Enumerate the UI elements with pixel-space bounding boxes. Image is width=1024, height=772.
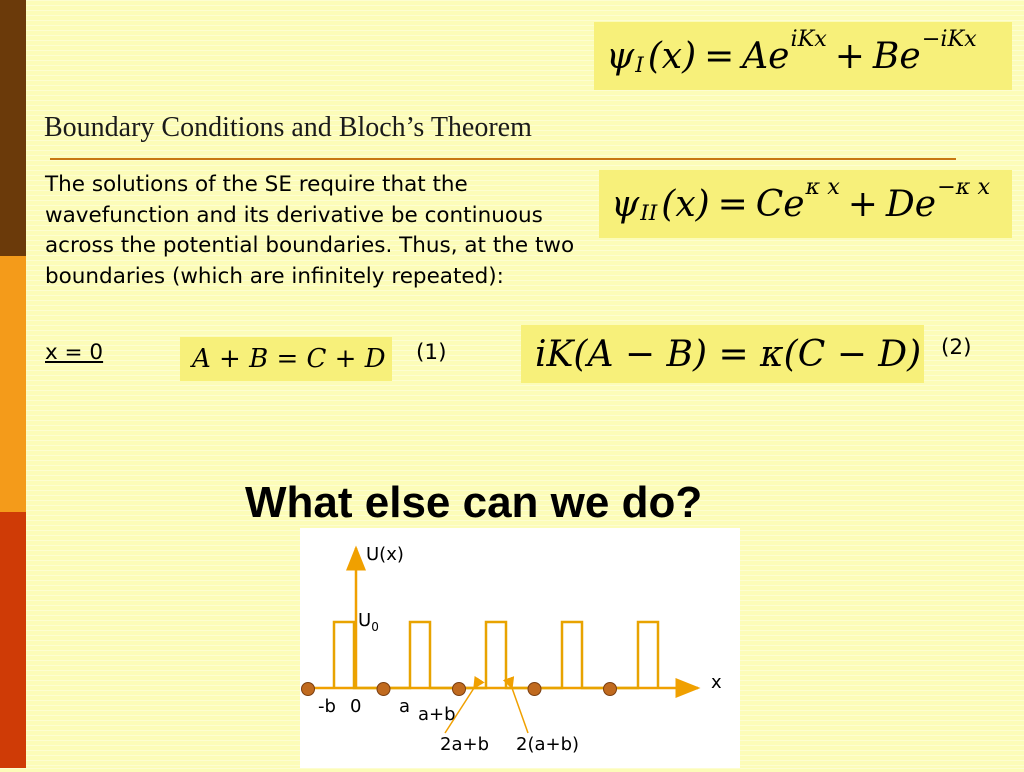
exponent-2: −iKx bbox=[921, 26, 977, 53]
psi-subscript: II bbox=[640, 201, 658, 227]
coefficient-c: C bbox=[755, 183, 784, 225]
atom-marker bbox=[528, 683, 541, 696]
question-heading: What else can we do? bbox=[245, 478, 703, 527]
psi-subscript: I bbox=[635, 53, 644, 79]
atom-marker bbox=[604, 683, 617, 696]
psi-argument: (x) bbox=[647, 35, 697, 77]
exponent-1: iKx bbox=[790, 26, 827, 53]
potential-square-wave bbox=[334, 622, 658, 688]
label-2a-plus-b: 2a+b bbox=[440, 734, 489, 755]
plus-sign: + bbox=[847, 183, 878, 225]
exponential-base: e bbox=[768, 35, 790, 77]
slide-title: Boundary Conditions and Bloch’s Theorem bbox=[44, 112, 532, 143]
plus-sign: + bbox=[834, 35, 865, 77]
coefficient-b: B bbox=[872, 35, 900, 77]
label-a: a bbox=[399, 696, 411, 717]
pointer-line-2-a-b bbox=[512, 688, 528, 733]
equation-1 bbox=[180, 337, 392, 381]
x-axis-label: x bbox=[711, 672, 722, 693]
psi-symbol: ψ bbox=[606, 35, 635, 77]
label-2-a-plus-b: 2(a+b) bbox=[516, 734, 580, 755]
left-stripe-top bbox=[0, 0, 26, 256]
u0-label: $U_0$ bbox=[358, 610, 379, 634]
label-zero: 0 bbox=[350, 696, 362, 717]
atom-marker bbox=[453, 683, 466, 696]
equation-2 bbox=[521, 325, 924, 383]
boundary-condition-label: x = 0 bbox=[45, 340, 104, 365]
equation-2-number: (2) bbox=[941, 335, 972, 360]
equation-psi-region-2 bbox=[599, 170, 1012, 238]
label-a-plus-b: a+b bbox=[418, 704, 456, 725]
potential-barriers bbox=[334, 622, 658, 688]
equation-1-text: A + B = C + D bbox=[192, 344, 386, 374]
exponent-2: −κ x bbox=[937, 174, 991, 201]
psi-symbol: ψ bbox=[611, 183, 640, 225]
left-stripe-bottom bbox=[0, 512, 26, 768]
psi-argument: (x) bbox=[661, 183, 710, 225]
equals-sign: = bbox=[704, 35, 735, 77]
exponential-base: e bbox=[783, 183, 805, 225]
atom-marker bbox=[302, 683, 315, 696]
equation-1-number: (1) bbox=[416, 340, 447, 365]
equals-sign: = bbox=[717, 183, 748, 225]
atom-marker bbox=[377, 683, 390, 696]
exponential-base: e bbox=[914, 183, 937, 225]
body-paragraph: The solutions of the SE require that the wavefunction and its derivative be continuous across the potential boundaries. Thus, at the two boundaries (which are infinitely repeated): bbox=[45, 172, 575, 289]
exponential-base: e bbox=[899, 35, 921, 77]
y-axis-label: U(x) bbox=[366, 544, 404, 565]
coefficient-a: A bbox=[742, 35, 769, 77]
title-divider bbox=[50, 158, 956, 160]
equation-2-text: iK(A − B) = κ(C − D) bbox=[535, 333, 922, 375]
coefficient-d: D bbox=[885, 183, 915, 225]
label-minus-b: -b bbox=[318, 696, 336, 717]
potential-plot bbox=[300, 528, 740, 768]
left-stripe-middle bbox=[0, 256, 26, 512]
periodic-potential-diagram bbox=[300, 528, 740, 768]
equation-psi-region-1 bbox=[594, 22, 1012, 90]
exponent-1: κ x bbox=[805, 174, 840, 201]
